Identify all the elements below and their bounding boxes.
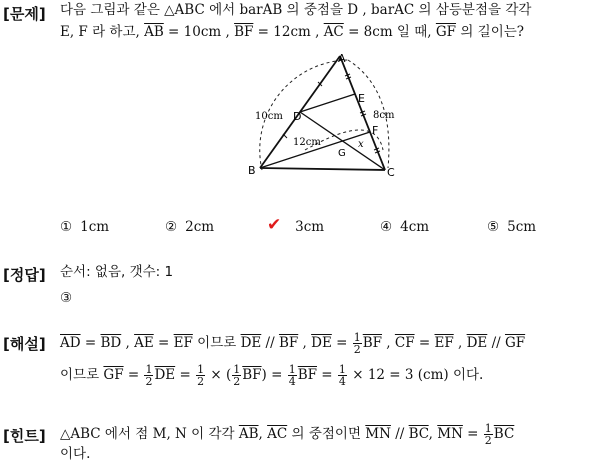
point-g-label: G: [338, 148, 346, 159]
choice-3[interactable]: [267, 215, 325, 235]
fraction: $\frac{1}{2}$: [233, 363, 241, 388]
math-text: =: [153, 335, 174, 351]
segment-bf: $\overline{BF}$: [242, 367, 262, 383]
segment-gf: $\overline{GF}$: [504, 335, 526, 351]
hint-line-1: [60, 423, 514, 446]
point-a-label: A: [338, 52, 346, 65]
math-text: ,: [453, 335, 467, 351]
segment-bc: $\overline{BC}$: [408, 426, 429, 442]
choice-number: ⑤: [487, 219, 500, 235]
choice-5[interactable]: [487, 219, 536, 235]
solution-label: [해설]: [3, 335, 46, 353]
hint-line-2: 이다.: [60, 446, 91, 462]
segment-bf: $\overline{BF}$: [297, 367, 318, 383]
segment-cf: $\overline{CF}$: [394, 335, 415, 351]
fraction: $\frac{1}{4}$: [338, 363, 346, 388]
math-text: × (: [206, 367, 232, 383]
segment-ad: $\overline{AD}$: [60, 335, 81, 351]
point-f-label: F: [372, 124, 379, 137]
segment-bf: $\overline{BF}$: [278, 335, 299, 351]
segment-ab: $\overline{AB}$: [144, 24, 164, 40]
length-8cm-label: 8cm: [373, 110, 395, 121]
hint-text: ,: [428, 426, 438, 442]
segment-mn: $\overline{MN}$: [437, 426, 463, 442]
choice-text: 1cm: [80, 219, 110, 235]
question-text: 의 길이는?: [456, 24, 525, 40]
question-line-1: 다음 그림과 같은 △ABC 에서 barAB 의 중점을 D , barAC 의 삼등분점을 각각: [60, 2, 532, 18]
math-text: =: [317, 367, 337, 383]
math-text: =: [331, 335, 352, 351]
fraction-one-half: $\frac{1}{2}$: [353, 331, 361, 356]
segment-ac: $\overline{AC}$: [323, 24, 344, 40]
hint-text: △ABC 에서 점 M, N 이 각각: [60, 426, 239, 442]
answer-line-2: ③: [60, 290, 73, 306]
fraction-one-half: $\frac{1}{2}$: [484, 422, 492, 447]
math-text: =: [80, 335, 101, 351]
point-d-label: D: [293, 110, 302, 123]
hint-text: //: [390, 426, 409, 442]
segment-de: $\overline{DE}$: [240, 335, 262, 351]
selected-check-icon: ✔: [267, 215, 282, 235]
segment-ef: $\overline{EF}$: [434, 335, 454, 351]
choice-number: ①: [60, 219, 73, 235]
choice-text: 5cm: [507, 219, 537, 235]
math-text: ,: [382, 335, 395, 351]
segment-ae: $\overline{AE}$: [134, 335, 154, 351]
segment-mn: $\overline{MN}$: [365, 426, 391, 442]
question-line-2: [60, 22, 524, 42]
hint-label: [힌트]: [3, 427, 46, 445]
fraction: $\frac{1}{2}$: [197, 363, 205, 388]
segment-de-line: [300, 94, 355, 112]
choice-1[interactable]: [60, 219, 109, 235]
math-text: ,: [298, 335, 312, 351]
point-c-label: C: [387, 166, 395, 179]
segment-de: $\overline{DE}$: [466, 335, 488, 351]
math-text: =: [175, 367, 196, 383]
question-text: = 8cm 일 때,: [343, 24, 436, 40]
segment-bc: $\overline{BC}$: [493, 426, 515, 442]
math-text: × 12 = 3 (cm) 이다.: [347, 367, 484, 383]
choice-4[interactable]: [380, 219, 429, 235]
question-label: [문제]: [3, 5, 46, 23]
fraction: $\frac{1}{4}$: [288, 363, 296, 388]
point-b-label: B: [248, 164, 256, 177]
fraction: $\frac{1}{2}$: [145, 363, 153, 388]
math-text: =: [414, 335, 435, 351]
segment-de: $\overline{DE}$: [311, 335, 332, 351]
segment-ac: $\overline{AC}$: [267, 426, 288, 442]
choice-number: ②: [165, 219, 178, 235]
question-text: = 10cm ,: [163, 24, 235, 40]
segment-ef: $\overline{EF}$: [173, 335, 193, 351]
question-text: E, F 라 하고,: [60, 24, 145, 40]
choice-number: ④: [380, 219, 393, 235]
choice-text: 3cm: [295, 219, 325, 235]
solution-line-1: [60, 332, 525, 355]
choice-text: 4cm: [400, 219, 430, 235]
segment-de: $\overline{DE}$: [154, 367, 176, 383]
math-text: 이므로: [192, 335, 241, 351]
solution-line-2: [60, 364, 483, 387]
answer-line-1: 순서: 없음, 갯수: 1: [60, 264, 174, 280]
hint-text: =: [462, 426, 483, 442]
triangle-figure: [245, 50, 415, 180]
question-text: = 12cm ,: [253, 24, 324, 40]
segment-bf: $\overline{BF}$: [234, 24, 254, 40]
math-text: ) =: [261, 367, 287, 383]
math-text: //: [487, 335, 505, 351]
math-text: //: [261, 335, 279, 351]
length-12cm-label: 12cm: [293, 137, 321, 148]
unknown-x-label: x: [358, 139, 364, 150]
point-e-label: E: [358, 92, 365, 105]
segment-bd: $\overline{BD}$: [100, 335, 122, 351]
hint-text: ,: [258, 426, 268, 442]
side-bc: [260, 168, 385, 170]
segment-gf: $\overline{GF}$: [103, 367, 124, 383]
segment-ab: $\overline{AB}$: [238, 426, 259, 442]
choice-2[interactable]: [165, 219, 214, 235]
answer-label: [정답]: [3, 266, 46, 284]
choice-text: 2cm: [185, 219, 215, 235]
segment-bf: $\overline{BF}$: [362, 335, 383, 351]
length-10cm-label: 10cm: [255, 111, 283, 122]
math-text: ,: [121, 335, 135, 351]
hint-text: 의 중점이면: [287, 426, 366, 442]
math-text: =: [123, 367, 144, 383]
segment-gf: $\overline{GF}$: [435, 24, 457, 40]
math-text: 이므로: [60, 367, 104, 383]
